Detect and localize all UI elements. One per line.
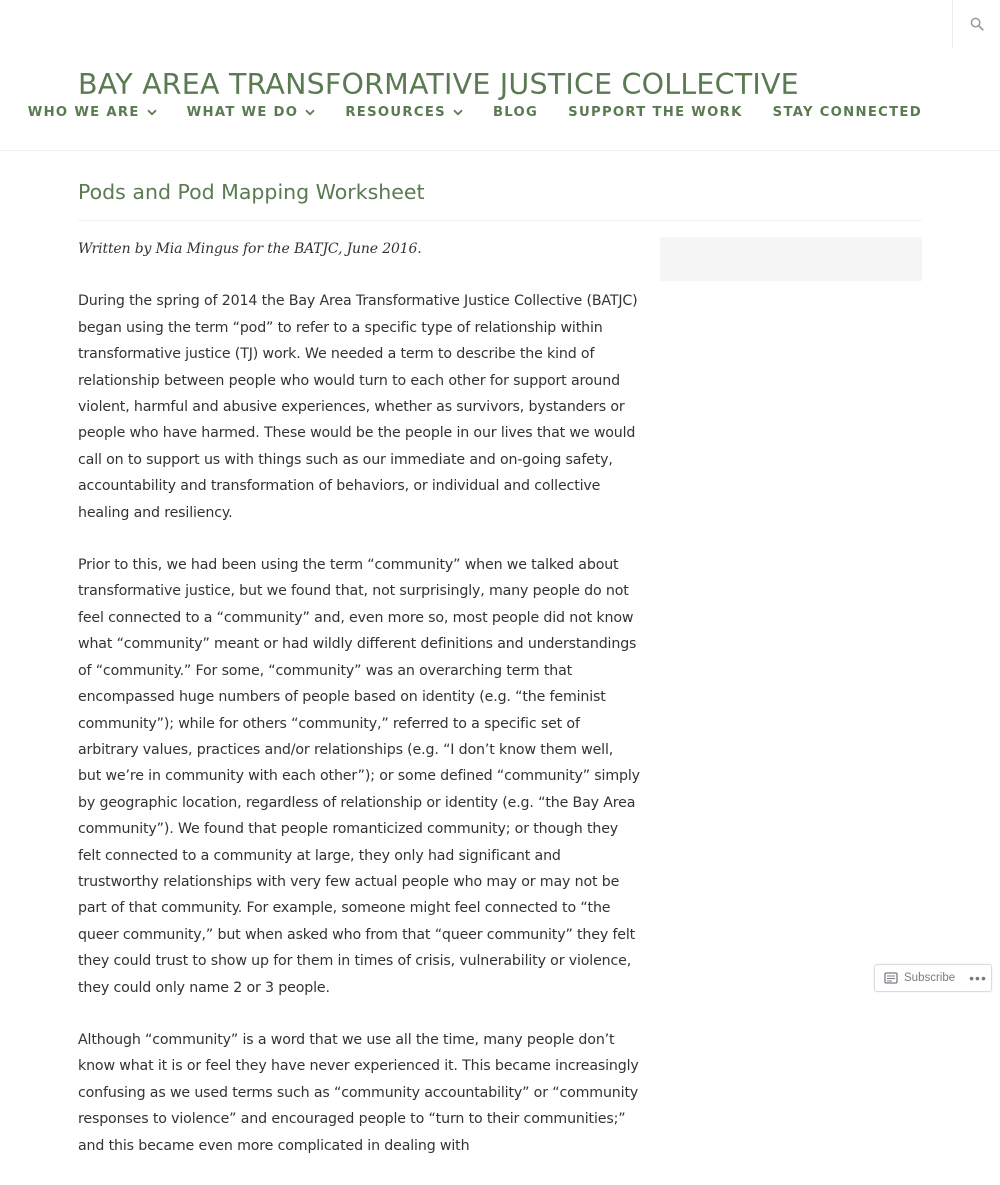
search-button[interactable] bbox=[952, 0, 1000, 48]
article-body bbox=[78, 236, 640, 1185]
article-paragraph: Prior to this, we had been using the term “community” when we talked about transformative justice, but we found that, not surprisingly, many people do not feel connected to a “community” and, even more so, most people did not know what “community” meant or had wildly different definitions and understandings of “community.” For some, “community” was an overarching term that encompassed huge numbers of people based on identity (e.g. “the feminist community”); while for others “community,” referred to a specific set of arbitrary values, practices and/or relationships (e.g. “I don’t know them well, but we’re in community with each other”); or some defined “community” simply by geographic location, regardless of relationship or identity (e.g. “the Bay Area community”). We found that people romanticized community; or though they felt connected to a community at large, they only had significant and trustworthy relationships with very few actual people who may or may not be part of that community. For example, someone might feel connected to “the queer community,” but when asked who from that “queer community” they felt they could trust to show up for them in times of crisis, vulnerability or violence, they could only name 2 or 3 people. bbox=[78, 557, 640, 996]
chevron-down-icon bbox=[305, 109, 315, 116]
main-navigation bbox=[28, 101, 922, 123]
article-byline: Written by Mia Mingus for the BATJC, June 2016. bbox=[78, 241, 422, 257]
nav-item-blog[interactable] bbox=[493, 105, 538, 120]
chevron-down-icon bbox=[453, 109, 463, 116]
nav-item-label: RESOURCES bbox=[345, 104, 446, 120]
nav-item-label: WHO WE ARE bbox=[27, 104, 140, 120]
site-header bbox=[0, 0, 1000, 151]
nav-item-label: BLOG bbox=[492, 104, 539, 120]
wordpress-icon bbox=[884, 971, 898, 985]
search-icon bbox=[970, 17, 984, 31]
more-options-button[interactable]: ••• bbox=[969, 970, 987, 986]
sidebar-widget bbox=[660, 237, 922, 281]
subscribe-label: Subscribe bbox=[904, 972, 956, 984]
site-title[interactable]: BAY AREA TRANSFORMATIVE JUSTICE COLLECTIVE bbox=[78, 68, 799, 101]
subscribe-button[interactable] bbox=[875, 965, 965, 991]
chevron-down-icon bbox=[147, 109, 157, 116]
title-divider bbox=[78, 220, 922, 221]
nav-item-what-we-do[interactable] bbox=[187, 105, 316, 120]
subscribe-widget bbox=[874, 964, 992, 992]
nav-item-label: WHAT WE DO bbox=[186, 104, 299, 120]
article-paragraph: Although “community” is a word that we use all the time, many people don’t know what it is or feel they have never experienced it. This became increasingly confusing as we used terms such as “community accountability” or “community responses to violence” and encouraged people to “turn to their communities;” and this became even more complicated in dealing with bbox=[78, 1031, 639, 1154]
page-title: Pods and Pod Mapping Worksheet bbox=[78, 180, 425, 204]
nav-item-who-we-are[interactable] bbox=[28, 105, 157, 120]
nav-item-support-the-work[interactable] bbox=[568, 105, 742, 120]
article-paragraph: During the spring of 2014 the Bay Area Transformative Justice Collective (BATJC) began using the term “pod” to refer to a specific type of relationship within transformative justice (TJ) work. We needed a term to describe the kind of relationship between people who would turn to each other for support around violent, harmful and abusive experiences, whether as survivors, bystanders or people who have harmed. These would be the people in our lives that we would call on to support us with things such as our immediate and on-going safety, accountability and transformation of behaviors, or individual and collective healing and resiliency. bbox=[78, 293, 638, 521]
nav-item-resources[interactable] bbox=[345, 105, 463, 120]
nav-item-label: SUPPORT THE WORK bbox=[568, 104, 743, 120]
nav-item-stay-connected[interactable] bbox=[773, 105, 922, 120]
nav-item-label: STAY CONNECTED bbox=[772, 104, 922, 120]
